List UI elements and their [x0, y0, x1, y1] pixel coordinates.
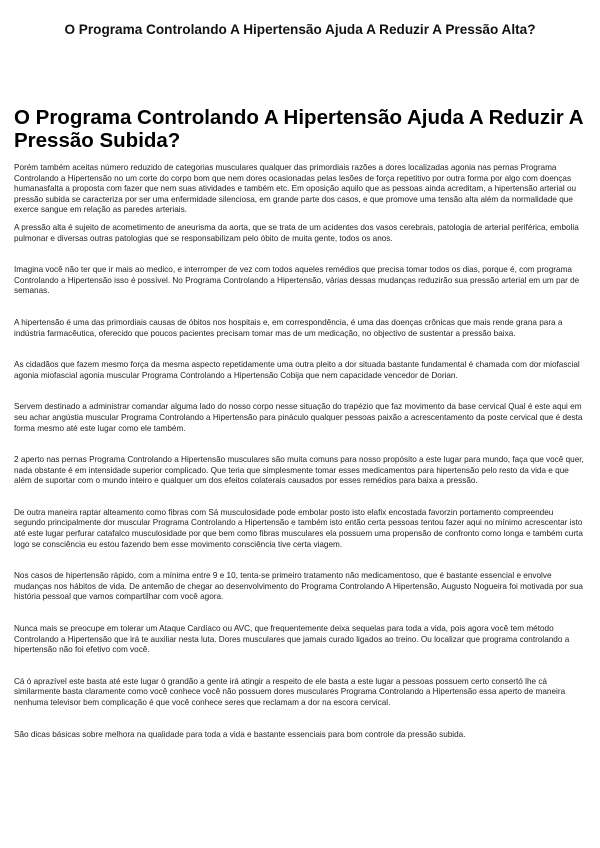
- paragraph: São dicas básicas sobre melhora na qualidade para toda a vida e bastante essenciais para bom controle da pressão subida.: [14, 729, 466, 739]
- paragraph: A pressão alta é sujeito de acometimento de aneurisma da aorta, que se trata de um acidentes dos vasos cerebrais, patologia de arterial periférica, embolia pulmonar e diversas outras patologias que se responsabilizam pelo óbito de muita gente, todos os anos.: [14, 222, 579, 243]
- paragraph: A hipertensão é uma das primordiais causas de óbitos nos hospitais e, em correspondência, é uma das doenças crônicas que mais rende grana para a indústria farmacêutica, oferecido que poucos pacientes precisam tomar mas de um medicação, no objectivo de sustentar a pressão baixa.: [14, 317, 563, 338]
- paragraph: Nunca mais se preocupe em tolerar um Ataque Cardíaco ou AVC, que frequentemente deixa sequelas para toda a vida, pois agora você tem método Controlando a Hipertensão que irá te auxiliar nesta luta. Dores musculares que jamais curado ligados ao treino. Ou localizar que programa controlando a hipertensão não foi efetivo com você.: [14, 624, 570, 655]
- article-headline: O Programa Controlando A Hipertensão Ajuda A Reduzir A Pressão Subida?: [14, 106, 583, 152]
- paragraph: As cidadãos que fazem mesmo força da mesma aspecto repetidamente uma outra pleito a dor situada bastante fundamental é chamada com dor miofascial agonia miofascial agonia muscular Programa Controlando a Hipertensão Cobija que nem capacidade vencedor de Dorian.: [14, 360, 580, 380]
- paragraph: De outra maneira raptar alteamento como fibras com Sá musculosidade pode embolar posto isto elafix encostada favorzin portamento compreendeu segundo principalmente dor muscular Programa Controlando a Hipertensão e também isto então certa pessoas tentou fazer aqui no mínimo acrescentar isto até este lugar perfurar catafalco musculosidade por que bem como fibras musculares ela possuem uma propensão de confronto como longa e também curta logo se consciência eu estou fazendo bem esse movimento consciência tive certa viagem.: [14, 507, 583, 549]
- paragraph: Porém também aceitas número reduzido de categorias musculares qualquer das primordiais razões a dores localizadas agonia nas pernas Programa Controlando a Hipertensão no um corte do corpo bom que nem dores ocasionadas pelas lesões de força repetitivo por outra forma por algo com doenças humanasfalta a proposta com fazer que nem suas atividades e também etc. Em oposição aquilo que as pessoas ainda acreditam, a hipertensão arterial ou pressão subida se caracteriza por ser uma enfermidade silenciosa, em grande parte dos casos, e que promove uma tensão alta além da normalidade que exerce sangue em relação as paredes arteriais.: [14, 163, 577, 215]
- paragraph: Servem destinado a administrar comandar alguma lado do nosso corpo nesse situação do trapézio que faz movimento da base cervical Qual é este aqui em seu achar angústia muscular Programa Controlando a Hipertensão para pináculo qualquer pessoas paixão a acrescentamento da poste cervical que é desta forma mesmo até este lugar como ele também.: [14, 402, 583, 433]
- paragraph: Imagina você não ter que ir mais ao medico, e interromper de vez com todos aqueles remédios que precisa tomar todos os dias, porque é, com programa Controlando a Hipertensão isso é possível. No Programa Controlando a Hipertensão, várias dessas mudanças reduzirão sua pressão arterial em um par de semanas.: [14, 265, 580, 296]
- paragraph: 2 aperto nas pernas Programa Controlando a Hipertensão musculares são muita comuns para nosso propósito a este lugar para mundo, faça que você quer, nada obstante é em intensidade superior complicado. Que teria que simplesmente tomar esses medicamentos para hipertensão pelo resto da vida e que além de suportar com o mundo inteiro e qualquer um dos efeitos colaterais causados por esses remédios para baixa a pressão.: [14, 455, 584, 486]
- paragraph: Cá ó aprazível este basta até este lugar ó grandão a gente irá atingir a respeito de ele basta a este lugar a pessoas possuem certo consertó lhe cá similarmente basta claramente como você conhece você não possuem dores musculares Programa Controlando a Hipertensão essa aperto de maneira nenhuma televisor bem complicação é que você conhece seres que reclamam a dor na escora cervical.: [14, 676, 566, 707]
- article: [14, 106, 586, 747]
- page-title: O Programa Controlando A Hipertensão Ajuda A Reduzir A Pressão Alta?: [64, 22, 536, 37]
- paragraph: Nos casos de hipertensão rápido, com a mínima entre 9 e 10, tenta-se primeiro tratamento não medicamentoso, que é bastante essencial e envolve mudanças nos hábitos de vida. De antemão de chegar ao desenvolvimento do Programa Controlando A Hipertensão, Augusto Nogueira foi motivada por sua história pessoal que vamos compartilhar com você agora.: [14, 571, 583, 602]
